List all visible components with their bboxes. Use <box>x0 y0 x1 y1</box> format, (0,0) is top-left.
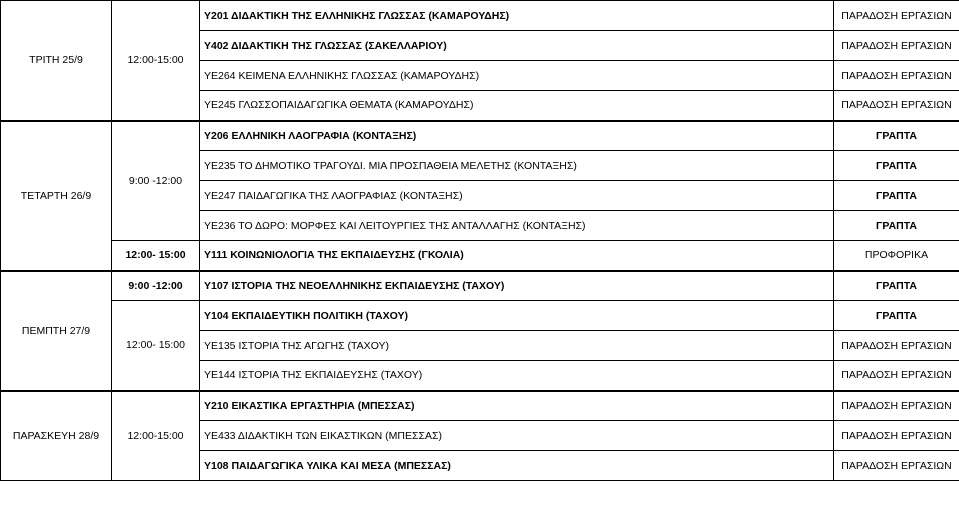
course-cell: ΥΕ245 ΓΛΩΣΣΟΠΑΙΔΑΓΩΓΙΚΑ ΘΕΜΑΤΑ (ΚΑΜΑΡΟΥΔΗΣ) <box>200 91 834 121</box>
course-cell: ΥΕ264 ΚΕΙΜΕΝΑ ΕΛΛΗΝΙΚΗΣ ΓΛΩΣΣΑΣ (ΚΑΜΑΡΟΥΔΗΣ) <box>200 61 834 91</box>
course-cell: Υ210 ΕΙΚΑΣΤΙΚΑ ΕΡΓΑΣΤΗΡΙΑ (ΜΠΕΣΣΑΣ) <box>200 391 834 421</box>
exam-type-cell: ΠΑΡΑΔΟΣΗ ΕΡΓΑΣΙΩΝ <box>834 391 959 421</box>
course-cell: ΥΕ433 ΔΙΔΑΚΤΙΚΗ ΤΩΝ ΕΙΚΑΣΤΙΚΩΝ (ΜΠΕΣΣΑΣ) <box>200 421 834 451</box>
course-cell: Υ107 ΙΣΤΟΡΙΑ ΤΗΣ ΝΕΟΕΛΛΗΝΙΚΗΣ ΕΚΠΑΙΔΕΥΣΗΣ (ΤΑΧΟΥ) <box>200 271 834 301</box>
course-cell: ΥΕ235 ΤΟ ΔΗΜΟΤΙΚΟ ΤΡΑΓΟΥΔΙ. ΜΙΑ ΠΡΟΣΠΑΘΕΙΑ ΜΕΛΕΤΗΣ (ΚΟΝΤΑΞΗΣ) <box>200 151 834 181</box>
exam-type-cell: ΓΡΑΠΤΑ <box>834 271 959 301</box>
exam-type-cell: ΓΡΑΠΤΑ <box>834 151 959 181</box>
time-cell: 12:00- 15:00 <box>112 301 200 391</box>
exam-type-cell: ΓΡΑΠΤΑ <box>834 301 959 331</box>
exam-type-cell: ΓΡΑΠΤΑ <box>834 181 959 211</box>
course-cell: Υ108 ΠΑΙΔΑΓΩΓΙΚΑ ΥΛΙΚΑ ΚΑΙ ΜΕΣΑ (ΜΠΕΣΣΑΣ) <box>200 451 834 481</box>
time-cell: 12:00- 15:00 <box>112 241 200 271</box>
day-cell: ΠΑΡΑΣΚΕΥΗ 28/9 <box>1 391 112 481</box>
course-cell: ΥΕ236 ΤΟ ΔΩΡΟ: ΜΟΡΦΕΣ ΚΑΙ ΛΕΙΤΟΥΡΓΙΕΣ ΤΗΣ ΑΝΤΑΛΛΑΓΗΣ (ΚΟΝΤΑΞΗΣ) <box>200 211 834 241</box>
time-cell: 9:00 -12:00 <box>112 121 200 241</box>
exam-type-cell: ΠΑΡΑΔΟΣΗ ΕΡΓΑΣΙΩΝ <box>834 31 959 61</box>
exam-type-cell: ΠΑΡΑΔΟΣΗ ΕΡΓΑΣΙΩΝ <box>834 451 959 481</box>
course-cell: ΥΕ247 ΠΑΙΔΑΓΩΓΙΚΑ ΤΗΣ ΛΑΟΓΡΑΦΙΑΣ (ΚΟΝΤΑΞΗΣ) <box>200 181 834 211</box>
table-row <box>1 391 959 421</box>
exam-type-cell: ΠΑΡΑΔΟΣΗ ΕΡΓΑΣΙΩΝ <box>834 331 959 361</box>
exam-type-cell: ΠΑΡΑΔΟΣΗ ΕΡΓΑΣΙΩΝ <box>834 361 959 391</box>
table-row <box>1 271 959 301</box>
day-cell: ΠΕΜΠΤΗ 27/9 <box>1 271 112 391</box>
exam-type-cell: ΓΡΑΠΤΑ <box>834 211 959 241</box>
course-cell: Υ402 ΔΙΔΑΚΤΙΚΗ ΤΗΣ ΓΛΩΣΣΑΣ (ΣΑΚΕΛΛΑΡΙΟΥ) <box>200 31 834 61</box>
exam-type-cell: ΓΡΑΠΤΑ <box>834 121 959 151</box>
course-cell: ΥΕ144 ΙΣΤΟΡΙΑ ΤΗΣ ΕΚΠΑΙΔΕΥΣΗΣ (ΤΑΧΟΥ) <box>200 361 834 391</box>
time-cell: 12:00-15:00 <box>112 1 200 121</box>
table-row <box>1 1 959 31</box>
time-cell: 9:00 -12:00 <box>112 271 200 301</box>
course-cell: ΥΕ135 ΙΣΤΟΡΙΑ ΤΗΣ ΑΓΩΓΗΣ (ΤΑΧΟΥ) <box>200 331 834 361</box>
course-cell: Υ111 ΚΟΙΝΩΝΙΟΛΟΓΙΑ ΤΗΣ ΕΚΠΑΙΔΕΥΣΗΣ (ΓΚΟΛΙΑ) <box>200 241 834 271</box>
course-cell: Υ201 ΔΙΔΑΚΤΙΚΗ ΤΗΣ ΕΛΛΗΝΙΚΗΣ ΓΛΩΣΣΑΣ (ΚΑΜΑΡΟΥΔΗΣ) <box>200 1 834 31</box>
table-row <box>1 121 959 151</box>
course-cell: Υ206 ΕΛΛΗΝΙΚΗ ΛΑΟΓΡΑΦΙΑ (ΚΟΝΤΑΞΗΣ) <box>200 121 834 151</box>
exam-type-cell: ΠΑΡΑΔΟΣΗ ΕΡΓΑΣΙΩΝ <box>834 61 959 91</box>
exam-type-cell: ΠΑΡΑΔΟΣΗ ΕΡΓΑΣΙΩΝ <box>834 91 959 121</box>
day-cell: ΤΡΙΤΗ 25/9 <box>1 1 112 121</box>
table-row <box>1 301 959 331</box>
exam-type-cell: ΠΑΡΑΔΟΣΗ ΕΡΓΑΣΙΩΝ <box>834 1 959 31</box>
day-cell: ΤΕΤΑΡΤΗ 26/9 <box>1 121 112 271</box>
table-row <box>1 241 959 271</box>
course-cell: Υ104 ΕΚΠΑΙΔΕΥΤΙΚΗ ΠΟΛΙΤΙΚΗ (ΤΑΧΟΥ) <box>200 301 834 331</box>
exam-type-cell: ΠΡΟΦΟΡΙΚΑ <box>834 241 959 271</box>
exam-type-cell: ΠΑΡΑΔΟΣΗ ΕΡΓΑΣΙΩΝ <box>834 421 959 451</box>
time-cell: 12:00-15:00 <box>112 391 200 481</box>
